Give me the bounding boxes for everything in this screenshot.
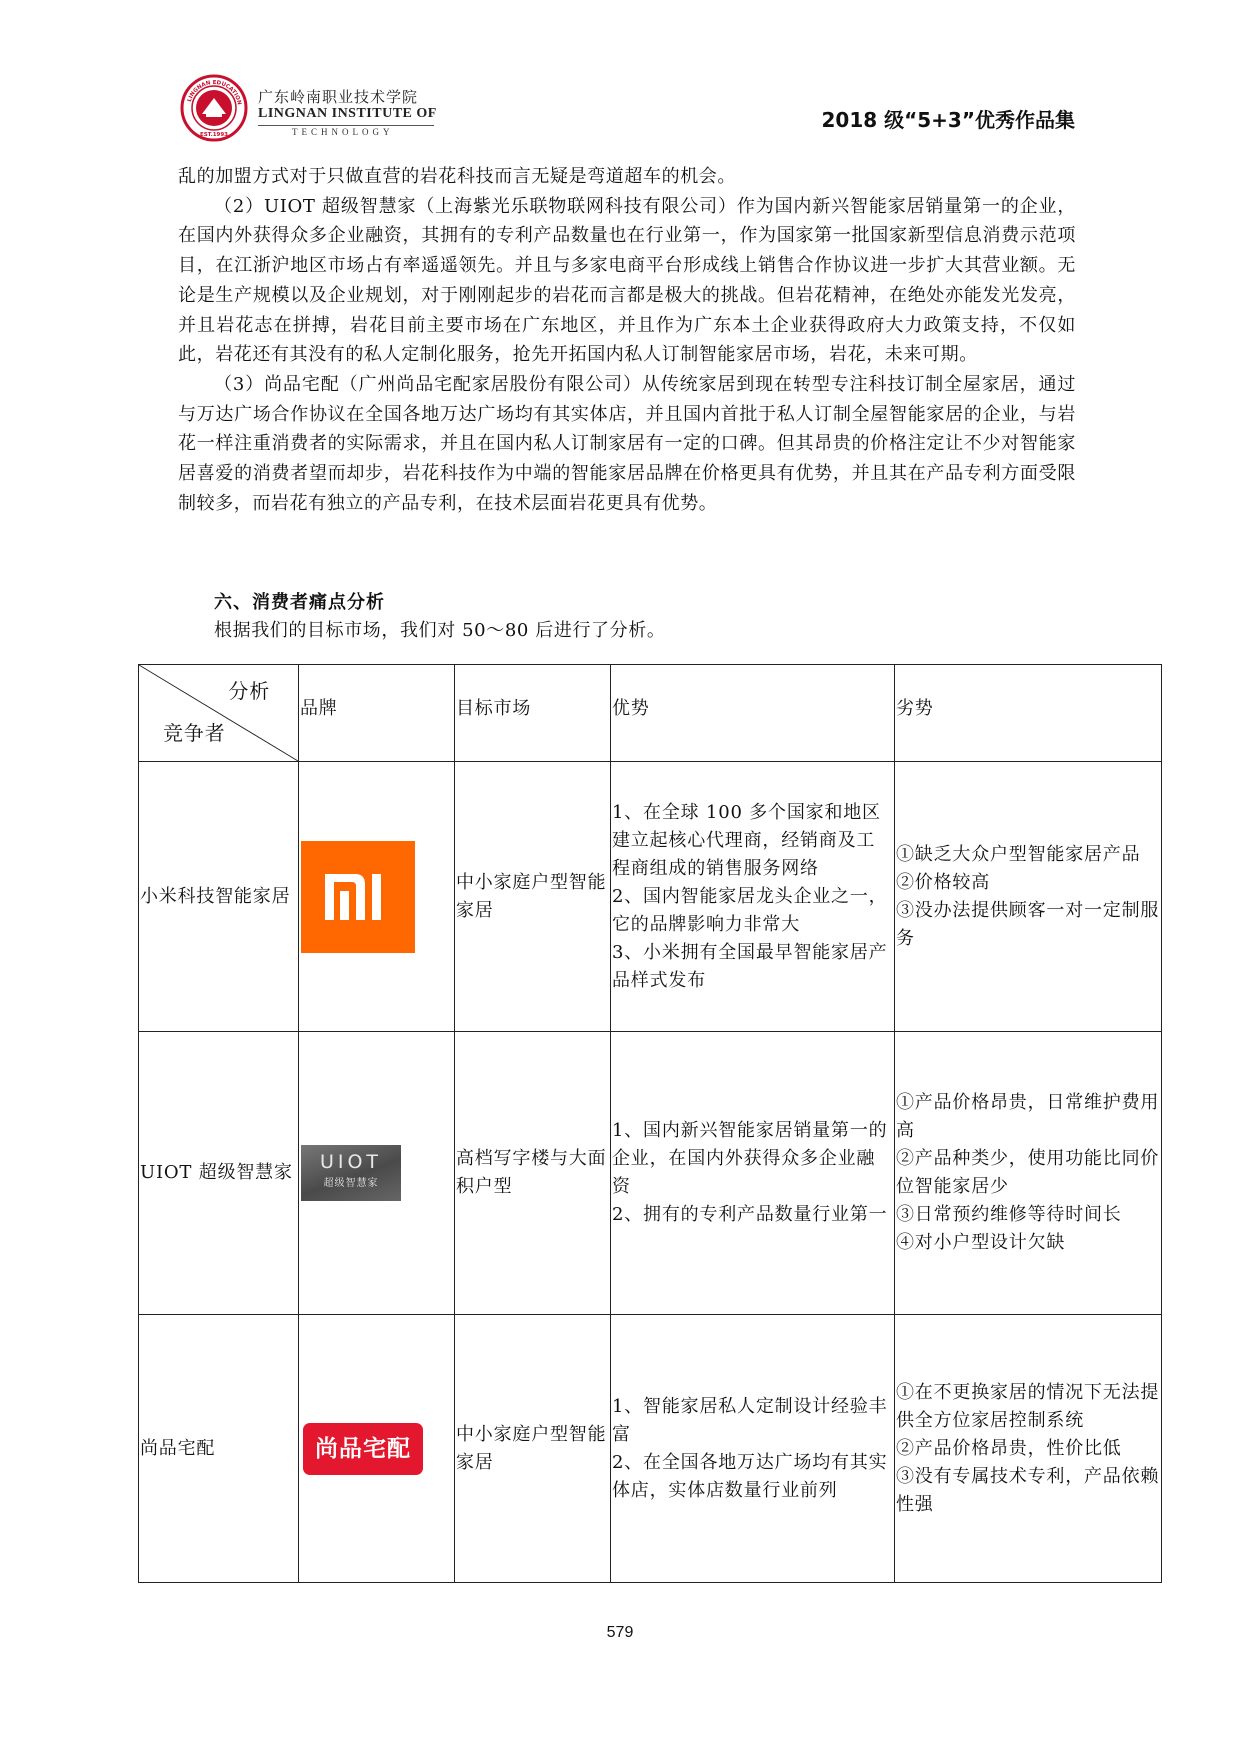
disadvantage-item: ③日常预约维修等待时间长 [896, 1204, 1122, 1225]
paragraph-shangpin: （3）尚品宅配（广州尚品宅配家居股份有限公司）从传统家居到现在转型专注科技订制全屋家居，通过与万达广场合作协议在全国各地万达广场均有其实体店，并且国内首批于私人订制全屋智能家居的企业，与岩花一样注重消费者的实际需求，并且在国内私人订制家居有一定的口碑。但其昂贵的价格注定让不少对智能家居喜爱的消费者望而却步，岩花科技作为中端的智能家居品牌在价格更具有优势，并且其在产品专利方面受限制较多，而岩花有独立的产品专利，在技术层面岩花更具有优势。 [178, 373, 1076, 514]
header-target-market: 目标市场 [455, 665, 611, 762]
target-market: 中小家庭户型智能家居 [455, 1315, 611, 1583]
uiot-logo-subtext: 超级智慧家 [323, 1178, 379, 1189]
advantages [611, 1315, 895, 1583]
logo-ring-bottom-text: EST.1993 [199, 132, 229, 138]
brand-logo-cell [299, 1315, 455, 1583]
disadvantage-item: ②价格较高 [896, 871, 990, 893]
corner-label-competitor: 竞争者 [163, 721, 226, 745]
advantages [611, 1032, 895, 1315]
shangpin-logo: 尚品宅配 [303, 1423, 423, 1475]
disadvantage-item: ③没办法提供顾客一对一定制服务 [896, 899, 1160, 949]
competitor-name: UIOT 超级智慧家 [139, 1032, 299, 1315]
collection-title: 2018 级“5+3”优秀作品集 [821, 108, 1075, 132]
competitor-table [138, 664, 1162, 1583]
target-market: 高档写字楼与大面积户型 [455, 1032, 611, 1315]
body-text [178, 162, 1076, 518]
advantages [611, 762, 895, 1032]
page-number: 579 [606, 1624, 634, 1641]
advantage-item: 1、在全球 100 多个国家和地区建立起核心代理商，经销商及工程商组成的销售服务网络 [612, 801, 881, 879]
header-rule [258, 125, 434, 126]
table-row [139, 762, 1162, 1032]
advantage-item: 1、智能家居私人定制设计经验丰富 [612, 1395, 888, 1445]
competitor-name: 小米科技智能家居 [139, 762, 299, 1032]
target-market: 中小家庭户型智能家居 [455, 762, 611, 1032]
mi-logo-icon [325, 874, 391, 920]
advantage-item: 2、在全国各地万达广场均有其实体店，实体店数量行业前列 [612, 1451, 888, 1501]
uiot-logo [301, 1145, 401, 1201]
advantage-item: 1、国内新兴智能家居销量第一的企业，在国内外获得众多企业融资 [612, 1120, 888, 1197]
competitor-name: 尚品宅配 [139, 1315, 299, 1583]
paragraph-continuation: 乱的加盟方式对于只做直营的岩花科技而言无疑是弯道超车的机会。 [178, 166, 736, 187]
logo-ring-top-text: LINGNAN EDUCATION [186, 79, 242, 106]
disadvantage-item: ①缺乏大众户型智能家居产品 [896, 843, 1141, 865]
school-emblem-icon [180, 74, 248, 142]
header-advantages: 优势 [611, 665, 895, 762]
section-heading: 六、消费者痛点分析 [214, 592, 385, 613]
disadvantages [895, 1315, 1162, 1583]
disadvantage-item: ②产品种类少，使用功能比同价位智能家居少 [896, 1148, 1160, 1197]
advantage-item: 3、小米拥有全国最早智能家居产品样式发布 [612, 941, 888, 991]
disadvantages [895, 762, 1162, 1032]
mi-logo [301, 841, 415, 953]
header-brand: 品牌 [299, 665, 455, 762]
disadvantages [895, 1032, 1162, 1315]
brand-logo-cell [299, 762, 455, 1032]
uiot-logo-text: UIOT [319, 1151, 383, 1173]
school-name-cn: 广东岭南职业技术学院 [258, 88, 419, 106]
table-header-row [139, 665, 1162, 762]
paragraph-uiot: （2）UIOT 超级智慧家（上海紫光乐联物联网科技有限公司）作为国内新兴智能家居销量第一的企业，在国内外获得众多企业融资，其拥有的专利产品数量也在行业第一，作为国家第一批国家新型信息消费示范项目，在江浙沪地区市场占有率遥遥领先。并且与多家电商平台形成线上销售合作协议进一步扩大其营业额。无论是生产规模以及企业规划，对于刚刚起步的岩花而言都是极大的挑战。但岩花精神，在绝处亦能发光发亮，并且岩花志在拼搏，岩花目前主要市场在广东地区，并且作为广东本土企业获得政府大力政策支持，不仅如此，岩花还有其没有的私人定制化服务，抢先开拓国内私人订制智能家居市场，岩花，未来可期。 [178, 195, 1076, 366]
disadvantage-item: ①在不更换家居的情况下无法提供全方位家居控制系统 [896, 1381, 1160, 1431]
advantage-item: 2、国内智能家居龙头企业之一，它的品牌影响力非常大 [612, 885, 888, 935]
disadvantage-item: ②产品价格昂贵，性价比低 [896, 1437, 1122, 1459]
disadvantage-item: ③没有专属技术专利，产品依赖性强 [896, 1465, 1160, 1515]
section-intro: 根据我们的目标市场，我们对 50～80 后进行了分析。 [214, 620, 666, 641]
header-disadvantages: 劣势 [895, 665, 1162, 762]
disadvantage-item: ④对小户型设计欠缺 [896, 1232, 1066, 1253]
table-row [139, 1315, 1162, 1583]
table-row [139, 1032, 1162, 1315]
brand-logo-cell [299, 1032, 455, 1315]
school-name-en: LINGNAN INSTITUTE OF [258, 106, 437, 121]
disadvantage-item: ①产品价格昂贵，日常维护费用高 [896, 1092, 1160, 1141]
school-name-en-2: TECHNOLOGY [292, 127, 394, 137]
corner-label-analysis: 分析 [228, 679, 270, 703]
table-corner-cell [139, 665, 299, 762]
advantage-item: 2、拥有的专利产品数量行业第一 [612, 1204, 888, 1225]
school-logo [180, 74, 248, 142]
